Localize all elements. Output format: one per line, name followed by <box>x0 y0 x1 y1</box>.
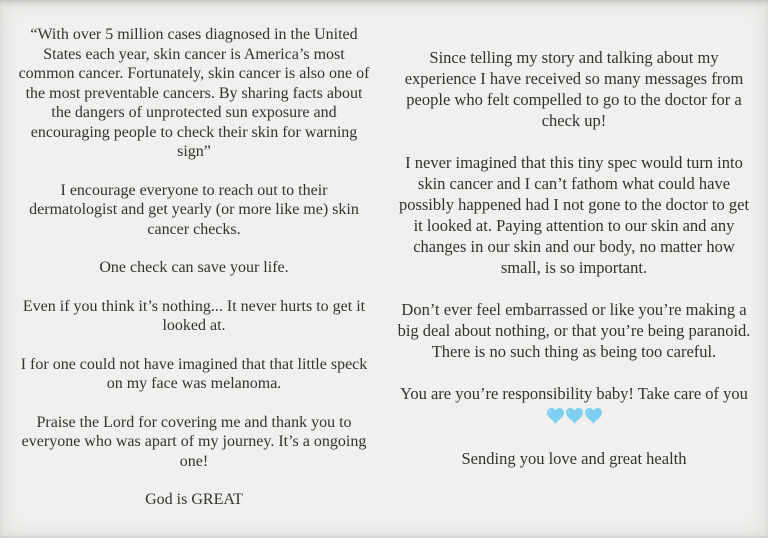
speck-paragraph: I for one could not have imagined that that little speck on my face was melanoma. <box>20 355 368 392</box>
quote-paragraph: “With over 5 million cases diagnosed in the United States each year, skin cancer is America’s most common cancer. Fortunately, skin cancer is also one of the most preventable cancers. By sharing facts about the dangers of unprotected sun exposure and encouraging people to check their skin for warning sign” <box>18 26 370 160</box>
never-hurts-paragraph: Even if you think it’s nothing... It never hurts to get it looked at. <box>22 297 366 334</box>
blue-heart-icon <box>547 408 564 424</box>
god-is-great-paragraph: God is GREAT <box>145 491 243 508</box>
blue-hearts-row <box>546 406 603 427</box>
one-check-paragraph: One check can save your life. <box>99 259 289 276</box>
messages-paragraph: Since telling my story and talking about my experience I have received so many messages from people who felt compelled to go to the doctor for a check up! <box>404 48 744 130</box>
embarrassed-paragraph: Don’t ever feel embarrassed or like you’re making a big deal about nothing, or that you’re being paranoid. There is no such thing as being too careful. <box>397 300 751 361</box>
right-text-column <box>396 25 752 538</box>
take-care-text: You are you’re responsibility baby! Take care of you <box>400 384 748 403</box>
left-text-column <box>16 25 372 538</box>
closing-paragraph: Sending you love and great health <box>461 449 687 468</box>
praise-paragraph: Praise the Lord for covering me and thank you to everyone who was apart of my journey. It’s a ongoing one! <box>21 413 367 470</box>
blue-heart-icon <box>585 408 602 424</box>
take-care-paragraph <box>396 383 752 427</box>
blue-heart-icon <box>566 408 583 424</box>
tiny-spec-paragraph: I never imagined that this tiny spec would turn into skin cancer and I can’t fathom what could have possibly happened had I not gone to the doctor to get it looked at. Paying attention to our skin and any changes in our skin and our body, no matter how small, is so important. <box>398 153 750 277</box>
encourage-paragraph: I encourage everyone to reach out to their dermatologist and get yearly (or more like me) skin cancer checks. <box>29 181 359 238</box>
